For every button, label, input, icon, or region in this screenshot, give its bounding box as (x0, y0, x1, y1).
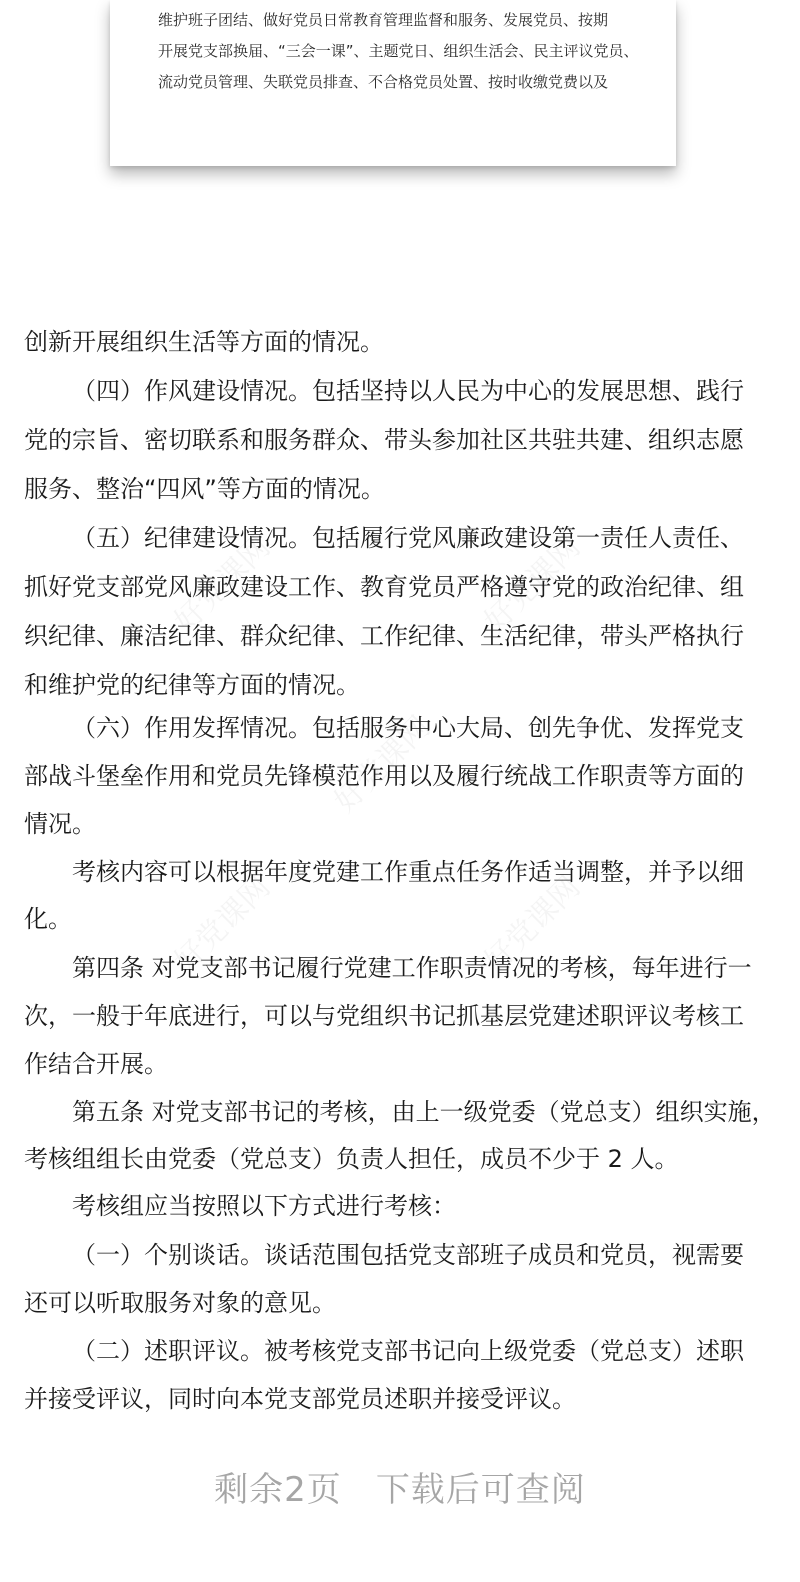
paragraph-line: 抓好党支部党风廉政建设工作、教育党员严格遵守党的政治纪律、组 (24, 573, 744, 601)
download-prompt[interactable] (0, 1466, 800, 1514)
paragraph-line: 第四条 对党支部书记履行党建工作职责情况的考核，每年进行一 (72, 954, 752, 982)
paragraph-line: 织纪律、廉洁纪律、群众纪律、工作纪律、生活纪律，带头严格执行 (24, 622, 744, 650)
paragraph-line: （六）作用发挥情况。包括服务中心大局、创先争优、发挥党支 (72, 714, 744, 742)
previous-page-preview (110, 0, 676, 166)
paragraph-line: 次，一般于年底进行，可以与党组织书记抓基层党建述职评议考核工 (24, 1002, 744, 1030)
paragraph-line: （二）述职评议。被考核党支部书记向上级党委（党总支）述职 (72, 1337, 744, 1365)
preview-line: 开展党支部换届、“三会一课”、主题党日、组织生活会、民主评议党员、 (158, 42, 639, 60)
watermark: 好党课网 (167, 529, 278, 640)
paragraph-line: （四）作风建设情况。包括坚持以人民为中心的发展思想、践行 (72, 377, 744, 405)
paragraph-line: 考核内容可以根据年度党建工作重点任务作适当调整，并予以细 (72, 858, 744, 886)
paragraph-line: 服务、整治“四风”等方面的情况。 (24, 475, 385, 503)
paragraph-line: 化。 (24, 905, 72, 933)
paragraph-line: （五）纪律建设情况。包括履行党风廉政建设第一责任人责任、 (72, 524, 744, 552)
paragraph-line: 还可以听取服务对象的意见。 (24, 1289, 336, 1317)
paragraph-line: 第五条 对党支部书记的考核，由上一级党委（党总支）组织实施， (72, 1098, 776, 1126)
watermark: 好党课网 (167, 869, 278, 980)
paragraph-line: 情况。 (24, 810, 96, 838)
watermark: 好党课网 (327, 709, 438, 820)
paragraph-line: （一）个别谈话。谈话范围包括党支部班子成员和党员，视需要 (72, 1241, 744, 1269)
paragraph-line: 考核组组长由党委（党总支）负责人担任，成员不少于 2 人。 (24, 1145, 679, 1173)
paragraph-line: 和维护党的纪律等方面的情况。 (24, 671, 360, 699)
paragraph-line: 并接受评议，同时向本党支部党员述职并接受评议。 (24, 1385, 576, 1413)
paragraph-line: 作结合开展。 (24, 1050, 168, 1078)
preview-line: 维护班子团结、做好党员日常教育管理监督和服务、发展党员、按期 (158, 11, 609, 29)
paragraph-line: 考核组应当按照以下方式进行考核： (72, 1192, 456, 1220)
paragraph-line: 创新开展组织生活等方面的情况。 (24, 328, 384, 356)
watermark: 好党课网 (477, 529, 588, 640)
preview-line: 流动党员管理、失联党员排查、不合格党员处置、按时收缴党费以及 (158, 73, 609, 91)
remaining-pages-label[interactable]: 剩余2页 (214, 1470, 342, 1510)
watermark: 好党课网 (477, 869, 588, 980)
paragraph-line: 部战斗堡垒作用和党员先锋模范作用以及履行统战工作职责等方面的 (24, 762, 744, 790)
paragraph-line: 党的宗旨、密切联系和服务群众、带头参加社区共驻共建、组织志愿 (24, 426, 744, 454)
download-to-view-label[interactable]: 下载后可查阅 (375, 1470, 586, 1510)
